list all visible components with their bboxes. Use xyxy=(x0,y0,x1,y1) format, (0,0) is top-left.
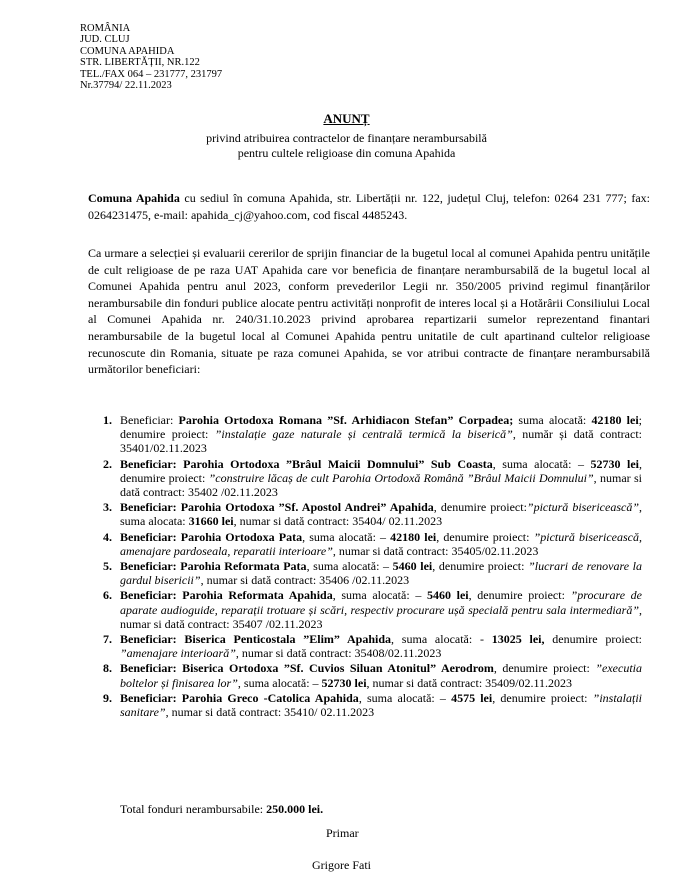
signature-name: Grigore Fati xyxy=(312,858,371,872)
beneficiary-list xyxy=(92,413,642,720)
list-item-text: Beneficiar: Parohia Reformata Apahida xyxy=(120,588,333,603)
list-item-text: ”amenajare interioară” xyxy=(120,646,236,661)
header-country: ROMÂNIA xyxy=(80,23,131,34)
list-item-text: Parohia Ortodoxa Romana ”Sf. Arhidiacon Stefan” Corpadea; xyxy=(178,413,514,427)
list-item-text: , numar si dată contract: 35404/ 02.11.2023 xyxy=(233,514,443,529)
list-item-number: 5. xyxy=(103,559,112,574)
list-item xyxy=(92,413,642,456)
list-item-text: , suma alocată: - xyxy=(391,632,492,647)
list-item-text: Beneficiar: Parohia Ortodoxa ”Sf. Apostol Andrei” Apahida xyxy=(120,500,434,515)
list-item-text: Beneficiar: Parohia Ortodoxa ”Brâul Maicii Domnului” Sub Coasta xyxy=(120,456,493,471)
intro-paragraph xyxy=(88,190,650,223)
list-item-text: 52730 lei xyxy=(590,456,639,471)
list-item-text: 4575 lei xyxy=(451,690,493,705)
header-address: STR. LIBERTĂȚII, NR.122 xyxy=(80,57,200,69)
list-item xyxy=(92,661,642,689)
list-item-text: 42180 lei xyxy=(591,413,639,427)
list-item-number: 1. xyxy=(103,413,112,427)
signature-role: Primar xyxy=(326,826,359,840)
header-county: JUD. CLUJ xyxy=(80,34,130,46)
list-item-text: ”instalație gaze naturale și centrală termică la biserică” xyxy=(214,427,513,442)
list-item-text: 42180 lei xyxy=(390,529,437,544)
list-item-text: , numar si dată contract: 35410/ 02.11.2023 xyxy=(165,705,375,720)
list-item-text: , denumire proiect: xyxy=(468,588,571,603)
list-item-text: Beneficiar: Biserica Penticostala ”Elim” Apahida xyxy=(120,632,392,647)
list-item-number: 9. xyxy=(103,690,112,705)
list-item-text: denumire proiect: xyxy=(544,632,643,647)
list-item xyxy=(92,530,642,558)
list-item-text: ; denumire proiect: xyxy=(120,413,642,442)
document-subtitle xyxy=(0,131,693,161)
list-item-text: , suma alocata: xyxy=(120,500,643,529)
selection-paragraph: Ca urmare a selecției și evaluarii cererilor de sprijin financiar de la bugetul local al comunei Apahida pentru unitățile de cult religioase de pe raza UAT Apahida care vor beneficia de finanțare nerambursabilă de la bugetul local al Comunei Apahida pentru anul 2023, conform prevederilor Legii nr. 350/2005 privind regimul finanțărilor nerambursabile din fonduri publice alocate pentru activități nonprofit de interes local și a Hotărârii Consiliului Local al Comunei Apahida nr. 240/31.10.2023 privind aprobarea repartizarii sumelor reprezentand finantari nerambursabile de la bugetul local al Comunei Apahida pentru unitatile de cult apartinand cultelor religioase recunoscute din Romania, situate pe raza comunei Apahida, se vor atribui contracte de finanțare nerambursabilă următorilor beneficiari: xyxy=(88,246,650,377)
list-item-text: ”pictură bisericească” xyxy=(526,500,640,515)
list-item-text: ”instalații sanitare” xyxy=(120,690,643,720)
list-item-number: 8. xyxy=(103,661,112,676)
list-item-text: , denumire proiect: xyxy=(432,559,529,574)
list-item-text: 13025 lei, xyxy=(491,632,545,647)
list-item-text: , numar si dată contract: 35407 /02.11.2023 xyxy=(120,602,642,631)
list-item-text: 5460 lei xyxy=(426,588,469,603)
total-label: Total fonduri nerambursabile: xyxy=(120,802,267,816)
list-item-text: Beneficiar: Parohia Greco -Catolica Apahida xyxy=(120,690,359,705)
list-item-text: Beneficiar: Parohia Ortodoxa Pata xyxy=(120,529,303,544)
list-item-text: , suma alocată: – xyxy=(492,456,591,471)
intro-commune-name: Comuna Apahida xyxy=(88,191,180,205)
list-item xyxy=(92,691,642,719)
list-item-text: , numar si dată contract: 35405/02.11.2023 xyxy=(332,543,539,558)
list-item-text: , denumire proiect: xyxy=(492,690,593,705)
list-item-text: , suma alocată: – xyxy=(302,529,391,544)
document-title: ANUNȚ xyxy=(323,111,370,126)
subtitle-line-1: privind atribuirea contractelor de finanțare nerambursabilă xyxy=(206,131,487,145)
list-item-text: , suma alocată: – xyxy=(358,690,452,705)
intro-contact-text: cu sediul în comuna Apahida, str. Libertății nr. 122, județul Cluj, telefon: 0264 231 777; fax: 0264231475, e-mail: apahida_cj@yahoo.com, cod fiscal 4485243. xyxy=(88,191,651,222)
list-item-text: , număr și dată contract: 35401/02.11.2023 xyxy=(120,427,642,456)
list-item-text: , denumire proiect: xyxy=(120,456,642,485)
list-item-number: 3. xyxy=(103,500,112,515)
list-item-text: , numar si dată contract: 35406 /02.11.2023 xyxy=(200,573,410,588)
list-item xyxy=(92,500,642,528)
header-commune: COMUNA APAHIDA xyxy=(80,45,175,57)
list-item-text: , numar si dată contract: 35402 /02.11.2023 xyxy=(120,470,642,500)
list-item-text: , suma alocată: – xyxy=(332,588,427,603)
subtitle-line-2: pentru cultele religioase din comuna Apahida xyxy=(237,146,456,160)
list-item-text: ”procurare de aparate audioguide, reparații trotuare și scări, respectiv procurare ușă specială pentru sala intermediară” xyxy=(120,588,643,617)
list-item-text: ”lucrari de renovare la gardul bisericii” xyxy=(120,559,643,588)
list-item-text: , numar si dată contract: 35408/02.11.2023 xyxy=(235,646,442,661)
list-item-text: 5460 lei xyxy=(392,559,433,574)
list-item-text: ”executia boltelor și finisarea lor” xyxy=(120,661,642,690)
list-item xyxy=(92,457,642,500)
list-item-text: 31660 lei xyxy=(188,514,234,529)
list-item-text: , suma alocată: – xyxy=(306,559,393,574)
list-item-number: 6. xyxy=(103,588,112,603)
list-item-text: , denumire proiect: xyxy=(493,661,596,676)
header-registration-number: Nr.37794/ 22.11.2023 xyxy=(80,80,172,92)
list-item-number: 2. xyxy=(103,456,112,471)
list-item-text: suma alocată: xyxy=(513,413,592,427)
list-item-text: , suma alocată: – xyxy=(237,675,322,690)
total-value: 250.000 lei. xyxy=(266,802,324,816)
list-item-text: Beneficiar: Biserica Ortodoxa ”Sf. Cuvios Siluan Atonitul” Aerodrom xyxy=(120,661,494,676)
header-phone: TEL./FAX 064 – 231777, 231797 xyxy=(80,68,223,80)
list-item-number: 7. xyxy=(103,632,112,647)
list-item-text: , denumire proiect: xyxy=(433,500,527,515)
list-item-text: , denumire proiect: xyxy=(436,529,534,544)
total-funds xyxy=(120,802,323,817)
list-item-text: 52730 lei xyxy=(321,675,367,690)
issuer-header xyxy=(80,23,222,91)
list-item-text: ”construire lăcaș de cult Parohia Ortodoxă Română ”Brâul Maicii Domnului” xyxy=(208,470,594,485)
list-item-text: , numar si dată contract: 35409/02.11.2023 xyxy=(366,675,573,690)
list-item xyxy=(92,559,642,587)
list-item-number: 4. xyxy=(103,529,112,544)
list-item-text: Beneficiar: Parohia Reformata Pata xyxy=(120,559,307,574)
list-item xyxy=(92,588,642,631)
list-item xyxy=(92,632,642,660)
list-item-text: ”pictură bisericească, amenajare pardoseala, reparatii interioare” xyxy=(120,529,642,558)
list-item-text: Beneficiar: xyxy=(120,413,179,427)
